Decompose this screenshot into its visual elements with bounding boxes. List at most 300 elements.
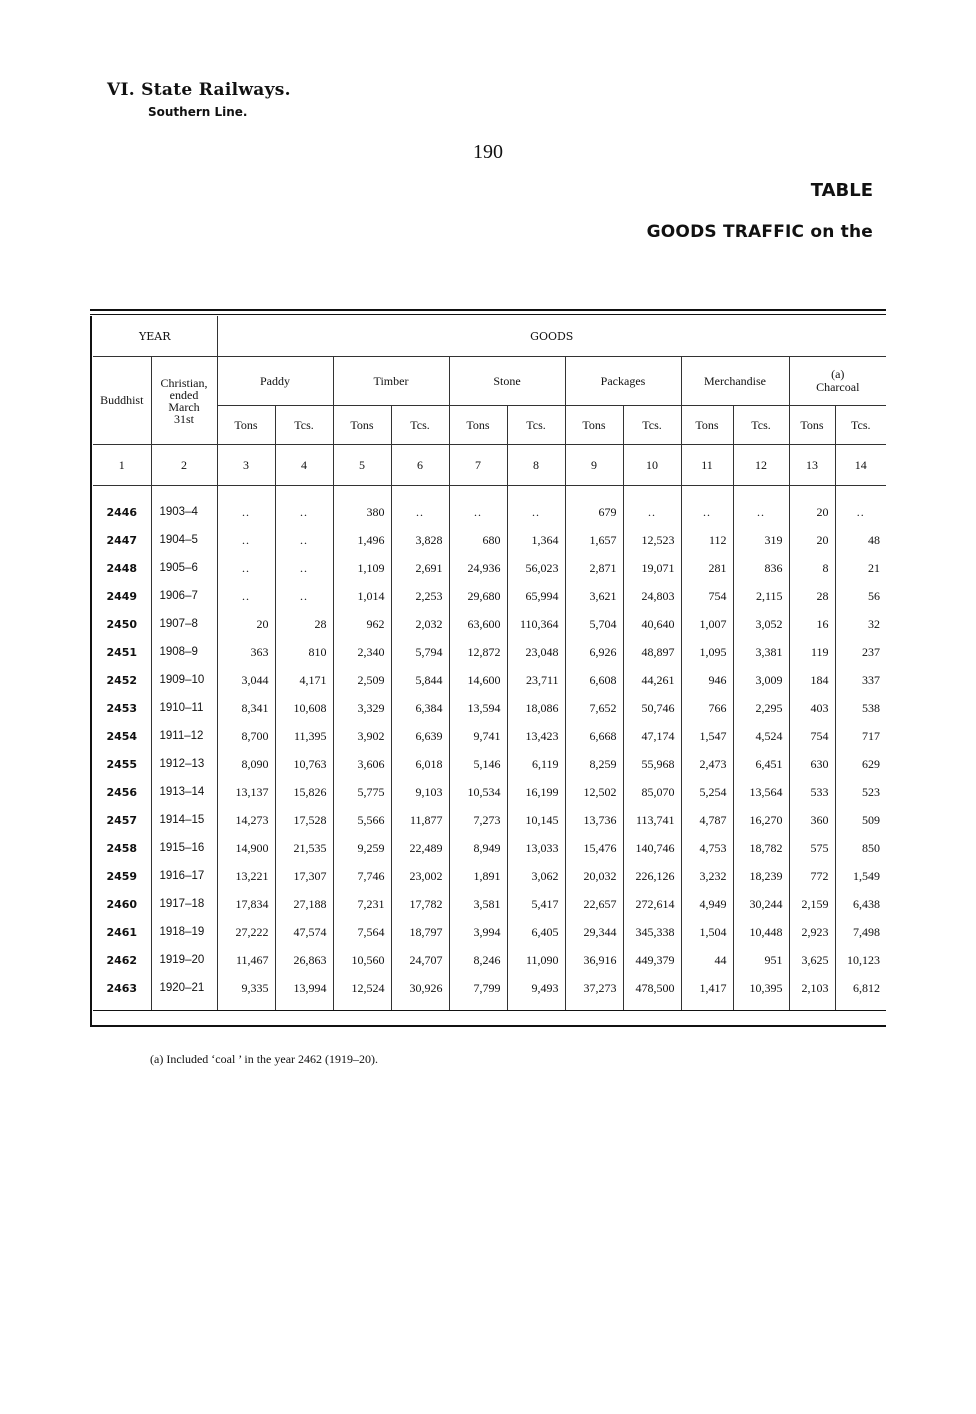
value-cell: 6,438 (835, 890, 886, 918)
value-cell: 3,581 (449, 890, 507, 918)
buddhist-year-cell: 2451 (106, 645, 138, 659)
top-rule (90, 309, 886, 311)
left-border (90, 316, 92, 1027)
value-cell: 3,606 (333, 750, 391, 778)
value-cell: 3,625 (789, 946, 835, 974)
buddhist-year-cell: 2461 (106, 925, 138, 939)
table-row (93, 582, 886, 610)
value-cell: 36,916 (565, 946, 623, 974)
value-cell: 575 (789, 834, 835, 862)
christian-year-cell: 1920–21 (151, 974, 217, 1002)
christian-year-cell: 1904–5 (151, 526, 217, 554)
value-cell: 12,872 (449, 638, 507, 666)
buddhist-year-cell: 2455 (106, 757, 138, 771)
value-cell: 226,126 (623, 862, 681, 890)
value-cell: 13,137 (217, 778, 275, 806)
value-cell: 22,657 (565, 890, 623, 918)
column-number: 3 (217, 445, 275, 486)
column-number: 12 (733, 445, 789, 486)
value-cell: 810 (275, 638, 333, 666)
spacer-cell (151, 486, 217, 499)
table-title: GOODS TRAFFIC on the (646, 222, 873, 242)
value-cell: 18,239 (733, 862, 789, 890)
table-row (93, 526, 886, 554)
value-cell: 27,188 (275, 890, 333, 918)
value-cell: 9,335 (217, 974, 275, 1002)
column-number: 14 (835, 445, 886, 486)
value-cell: 14,900 (217, 834, 275, 862)
spacer-cell (681, 486, 733, 499)
spacer-cell (789, 486, 835, 499)
value-cell: 32 (835, 610, 886, 638)
value-cell: .. (449, 498, 507, 526)
value-cell: 1,657 (565, 526, 623, 554)
value-cell: 9,259 (333, 834, 391, 862)
buddhist-year-cell: 2450 (106, 617, 138, 631)
buddhist-header: Buddhist (93, 357, 151, 445)
value-cell: 272,614 (623, 890, 681, 918)
value-cell: 8,090 (217, 750, 275, 778)
value-cell: 12,523 (623, 526, 681, 554)
value-cell: 523 (835, 778, 886, 806)
charcoal-label: Charcoal (816, 380, 860, 394)
buddhist-year-cell: 2454 (106, 729, 138, 743)
value-cell: 13,994 (275, 974, 333, 1002)
value-cell: 184 (789, 666, 835, 694)
value-cell: 7,231 (333, 890, 391, 918)
value-cell: 2,509 (333, 666, 391, 694)
value-cell: 10,608 (275, 694, 333, 722)
spacer-cell (507, 1002, 565, 1011)
value-cell: 13,423 (507, 722, 565, 750)
christian-year-cell: 1910–11 (151, 694, 217, 722)
value-cell: 449,379 (623, 946, 681, 974)
buddhist-year-cell: 2449 (106, 589, 138, 603)
value-cell: 5,417 (507, 890, 565, 918)
value-cell: 10,145 (507, 806, 565, 834)
christian-year-cell: 1912–13 (151, 750, 217, 778)
value-cell: 119 (789, 638, 835, 666)
value-cell: 345,338 (623, 918, 681, 946)
tcs-header: Tcs. (507, 406, 565, 445)
value-cell: 2,871 (565, 554, 623, 582)
value-cell: 2,115 (733, 582, 789, 610)
value-cell: 3,052 (733, 610, 789, 638)
value-cell: 23,002 (391, 862, 449, 890)
group-header-paddy: Paddy (217, 357, 333, 406)
group-header-merchandise: Merchandise (681, 357, 789, 406)
value-cell: 10,395 (733, 974, 789, 1002)
spacer-cell (623, 486, 681, 499)
spacer-cell (93, 486, 151, 499)
value-cell: 30,244 (733, 890, 789, 918)
value-cell: 3,232 (681, 862, 733, 890)
value-cell: 13,033 (507, 834, 565, 862)
value-cell: 13,594 (449, 694, 507, 722)
table-row (93, 834, 886, 862)
value-cell: 5,704 (565, 610, 623, 638)
value-cell: 6,405 (507, 918, 565, 946)
christian-year-cell: 1917–18 (151, 890, 217, 918)
value-cell: 13,564 (733, 778, 789, 806)
value-cell: 14,600 (449, 666, 507, 694)
value-cell: 10,763 (275, 750, 333, 778)
value-cell: 16 (789, 610, 835, 638)
value-cell: 48,897 (623, 638, 681, 666)
value-cell: 5,794 (391, 638, 449, 666)
value-cell: 18,797 (391, 918, 449, 946)
footnote: (a) Included ‘coal ’ in the year 2462 (1919–20). (150, 1052, 379, 1066)
christian-year-cell: 1913–14 (151, 778, 217, 806)
value-cell: 5,146 (449, 750, 507, 778)
value-cell: 2,103 (789, 974, 835, 1002)
value-cell: 9,103 (391, 778, 449, 806)
goods-header: GOODS (217, 316, 886, 357)
value-cell: 18,086 (507, 694, 565, 722)
value-cell: 17,528 (275, 806, 333, 834)
value-cell: 17,834 (217, 890, 275, 918)
value-cell: .. (507, 498, 565, 526)
column-number: 9 (565, 445, 623, 486)
table-row (93, 778, 886, 806)
value-cell: 24,936 (449, 554, 507, 582)
value-cell: 47,174 (623, 722, 681, 750)
spacer-cell (733, 486, 789, 499)
value-cell: 717 (835, 722, 886, 750)
spacer-cell (93, 1002, 151, 1011)
value-cell: 1,496 (333, 526, 391, 554)
value-cell: 3,621 (565, 582, 623, 610)
column-number: 2 (151, 445, 217, 486)
value-cell: 17,307 (275, 862, 333, 890)
column-number: 1 (93, 445, 151, 486)
value-cell: 6,668 (565, 722, 623, 750)
value-cell: 21 (835, 554, 886, 582)
value-cell: 37,273 (565, 974, 623, 1002)
value-cell: 20 (789, 526, 835, 554)
value-cell: 20 (789, 498, 835, 526)
buddhist-year-cell: 2463 (106, 981, 138, 995)
christian-line: 31st (173, 411, 194, 426)
value-cell: 16,199 (507, 778, 565, 806)
value-cell: 7,746 (333, 862, 391, 890)
value-cell: 24,707 (391, 946, 449, 974)
value-cell: 7,799 (449, 974, 507, 1002)
value-cell: 8,341 (217, 694, 275, 722)
christian-line: ended (169, 387, 199, 402)
christian-year-cell: 1909–10 (151, 666, 217, 694)
value-cell: 1,417 (681, 974, 733, 1002)
value-cell: 1,891 (449, 862, 507, 890)
value-cell: .. (623, 498, 681, 526)
value-cell: 22,489 (391, 834, 449, 862)
table-label: TABLE (810, 180, 873, 201)
spacer-cell (449, 486, 507, 499)
table-row (93, 806, 886, 834)
buddhist-year-cell: 2452 (106, 673, 138, 687)
section-title: VI. State Railways. (107, 80, 291, 100)
christian-year-cell: 1903–4 (151, 498, 217, 526)
goods-traffic-table (93, 316, 886, 1011)
tons-header: Tons (789, 406, 835, 445)
value-cell: 237 (835, 638, 886, 666)
value-cell: .. (217, 554, 275, 582)
table-row (93, 862, 886, 890)
value-cell: .. (275, 582, 333, 610)
value-cell: 2,473 (681, 750, 733, 778)
value-cell: 65,994 (507, 582, 565, 610)
value-cell: 533 (789, 778, 835, 806)
value-cell: 18,782 (733, 834, 789, 862)
value-cell: 4,171 (275, 666, 333, 694)
table-row (93, 694, 886, 722)
spacer-cell (565, 486, 623, 499)
value-cell: 6,018 (391, 750, 449, 778)
value-cell: 1,014 (333, 582, 391, 610)
value-cell: 478,500 (623, 974, 681, 1002)
value-cell: 629 (835, 750, 886, 778)
value-cell: 48 (835, 526, 886, 554)
christian-year-cell: 1906–7 (151, 582, 217, 610)
value-cell: 6,119 (507, 750, 565, 778)
group-header-charcoal (789, 357, 886, 406)
christian-line: Christian, (160, 375, 208, 390)
column-number: 13 (789, 445, 835, 486)
spacer-cell (151, 1002, 217, 1011)
group-header-timber: Timber (333, 357, 449, 406)
value-cell: 2,159 (789, 890, 835, 918)
value-cell: 281 (681, 554, 733, 582)
top-rule-thin (90, 314, 886, 315)
value-cell: 8 (789, 554, 835, 582)
value-cell: 40,640 (623, 610, 681, 638)
value-cell: 836 (733, 554, 789, 582)
christian-year-cell: 1907–8 (151, 610, 217, 638)
spacer-cell (789, 1002, 835, 1011)
christian-year-cell: 1919–20 (151, 946, 217, 974)
value-cell: 403 (789, 694, 835, 722)
christian-year-cell: 1916–17 (151, 862, 217, 890)
value-cell: .. (733, 498, 789, 526)
buddhist-year-cell: 2457 (106, 813, 138, 827)
value-cell: 360 (789, 806, 835, 834)
value-cell: 11,090 (507, 946, 565, 974)
value-cell: .. (217, 582, 275, 610)
value-cell: 3,044 (217, 666, 275, 694)
spacer-row (93, 486, 886, 499)
spacer-cell (333, 1002, 391, 1011)
table-row (93, 666, 886, 694)
value-cell: 26,863 (275, 946, 333, 974)
buddhist-year-cell: 2448 (106, 561, 138, 575)
spacer-cell (565, 1002, 623, 1011)
value-cell: 6,926 (565, 638, 623, 666)
value-cell: 5,775 (333, 778, 391, 806)
tcs-header: Tcs. (835, 406, 886, 445)
value-cell: 1,504 (681, 918, 733, 946)
table-row (93, 554, 886, 582)
value-cell: 7,498 (835, 918, 886, 946)
value-cell: 7,652 (565, 694, 623, 722)
value-cell: 12,524 (333, 974, 391, 1002)
value-cell: 3,994 (449, 918, 507, 946)
value-cell: 113,741 (623, 806, 681, 834)
value-cell: 754 (789, 722, 835, 750)
christian-year-cell: 1908–9 (151, 638, 217, 666)
value-cell: 110,364 (507, 610, 565, 638)
value-cell: 7,273 (449, 806, 507, 834)
value-cell: 47,574 (275, 918, 333, 946)
spacer-cell (217, 1002, 275, 1011)
value-cell: 5,844 (391, 666, 449, 694)
value-cell: 44,261 (623, 666, 681, 694)
value-cell: .. (217, 526, 275, 554)
spacer-cell (217, 486, 275, 499)
value-cell: 29,344 (565, 918, 623, 946)
spacer-cell (333, 486, 391, 499)
value-cell: 766 (681, 694, 733, 722)
group-header-packages: Packages (565, 357, 681, 406)
value-cell: .. (217, 498, 275, 526)
value-cell: 2,691 (391, 554, 449, 582)
value-cell: 7,564 (333, 918, 391, 946)
value-cell: 15,476 (565, 834, 623, 862)
value-cell: 2,253 (391, 582, 449, 610)
value-cell: 50,746 (623, 694, 681, 722)
value-cell: 337 (835, 666, 886, 694)
page-number: 190 (473, 141, 503, 163)
value-cell: 946 (681, 666, 733, 694)
value-cell: 56,023 (507, 554, 565, 582)
value-cell: 3,828 (391, 526, 449, 554)
tons-header: Tons (681, 406, 733, 445)
value-cell: 20,032 (565, 862, 623, 890)
column-number: 5 (333, 445, 391, 486)
value-cell: 56 (835, 582, 886, 610)
value-cell: 1,549 (835, 862, 886, 890)
value-cell: 2,923 (789, 918, 835, 946)
value-cell: 28 (275, 610, 333, 638)
buddhist-year-cell: 2446 (106, 505, 138, 519)
group-header-stone: Stone (449, 357, 565, 406)
value-cell: 1,547 (681, 722, 733, 750)
value-cell: 4,524 (733, 722, 789, 750)
tcs-header: Tcs. (733, 406, 789, 445)
table-row (93, 890, 886, 918)
spacer-cell (835, 486, 886, 499)
value-cell: .. (275, 498, 333, 526)
value-cell: 12,502 (565, 778, 623, 806)
value-cell: 962 (333, 610, 391, 638)
value-cell: 13,736 (565, 806, 623, 834)
bottom-rule (90, 1025, 886, 1027)
value-cell: 6,608 (565, 666, 623, 694)
value-cell: 20 (217, 610, 275, 638)
christian-year-cell: 1911–12 (151, 722, 217, 750)
value-cell: 630 (789, 750, 835, 778)
value-cell: 6,639 (391, 722, 449, 750)
buddhist-year-cell: 2458 (106, 841, 138, 855)
column-number: 11 (681, 445, 733, 486)
buddhist-year-cell: 2456 (106, 785, 138, 799)
value-cell: 10,448 (733, 918, 789, 946)
spacer-cell (391, 486, 449, 499)
value-cell: 4,949 (681, 890, 733, 918)
value-cell: 3,329 (333, 694, 391, 722)
value-cell: 6,384 (391, 694, 449, 722)
value-cell: 1,109 (333, 554, 391, 582)
value-cell: 380 (333, 498, 391, 526)
spacer-row (93, 1002, 886, 1011)
value-cell: 319 (733, 526, 789, 554)
value-cell: 951 (733, 946, 789, 974)
line-subtitle: Southern Line. (148, 105, 248, 119)
value-cell: 8,246 (449, 946, 507, 974)
table-row (93, 638, 886, 666)
value-cell: 55,968 (623, 750, 681, 778)
value-cell: 679 (565, 498, 623, 526)
value-cell: .. (391, 498, 449, 526)
column-number: 8 (507, 445, 565, 486)
table-row (93, 610, 886, 638)
value-cell: 63,600 (449, 610, 507, 638)
value-cell: 19,071 (623, 554, 681, 582)
value-cell: 30,926 (391, 974, 449, 1002)
value-cell: 9,741 (449, 722, 507, 750)
value-cell: 85,070 (623, 778, 681, 806)
spacer-cell (275, 1002, 333, 1011)
value-cell: 680 (449, 526, 507, 554)
value-cell: 5,254 (681, 778, 733, 806)
value-cell: 2,295 (733, 694, 789, 722)
value-cell: 2,340 (333, 638, 391, 666)
buddhist-year-cell: 2453 (106, 701, 138, 715)
tons-header: Tons (449, 406, 507, 445)
value-cell: .. (835, 498, 886, 526)
value-cell: 3,902 (333, 722, 391, 750)
value-cell: 6,812 (835, 974, 886, 1002)
spacer-cell (835, 1002, 886, 1011)
column-number: 7 (449, 445, 507, 486)
table-row (93, 974, 886, 1002)
value-cell: 21,535 (275, 834, 333, 862)
tons-header: Tons (565, 406, 623, 445)
spacer-cell (733, 1002, 789, 1011)
table-row (93, 498, 886, 526)
value-cell: 1,364 (507, 526, 565, 554)
christian-year-cell: 1905–6 (151, 554, 217, 582)
value-cell: 754 (681, 582, 733, 610)
spacer-cell (391, 1002, 449, 1011)
value-cell: 363 (217, 638, 275, 666)
column-number: 4 (275, 445, 333, 486)
value-cell: 509 (835, 806, 886, 834)
tons-header: Tons (333, 406, 391, 445)
value-cell: 14,273 (217, 806, 275, 834)
christian-year-cell: 1914–15 (151, 806, 217, 834)
table-row (93, 722, 886, 750)
value-cell: 1,095 (681, 638, 733, 666)
table-row (93, 946, 886, 974)
value-cell: 4,753 (681, 834, 733, 862)
value-cell: 13,221 (217, 862, 275, 890)
value-cell: 17,782 (391, 890, 449, 918)
spacer-cell (507, 486, 565, 499)
buddhist-year-cell: 2459 (106, 869, 138, 883)
footnote-marker: (a) (831, 367, 845, 381)
value-cell: 11,877 (391, 806, 449, 834)
value-cell: 8,700 (217, 722, 275, 750)
